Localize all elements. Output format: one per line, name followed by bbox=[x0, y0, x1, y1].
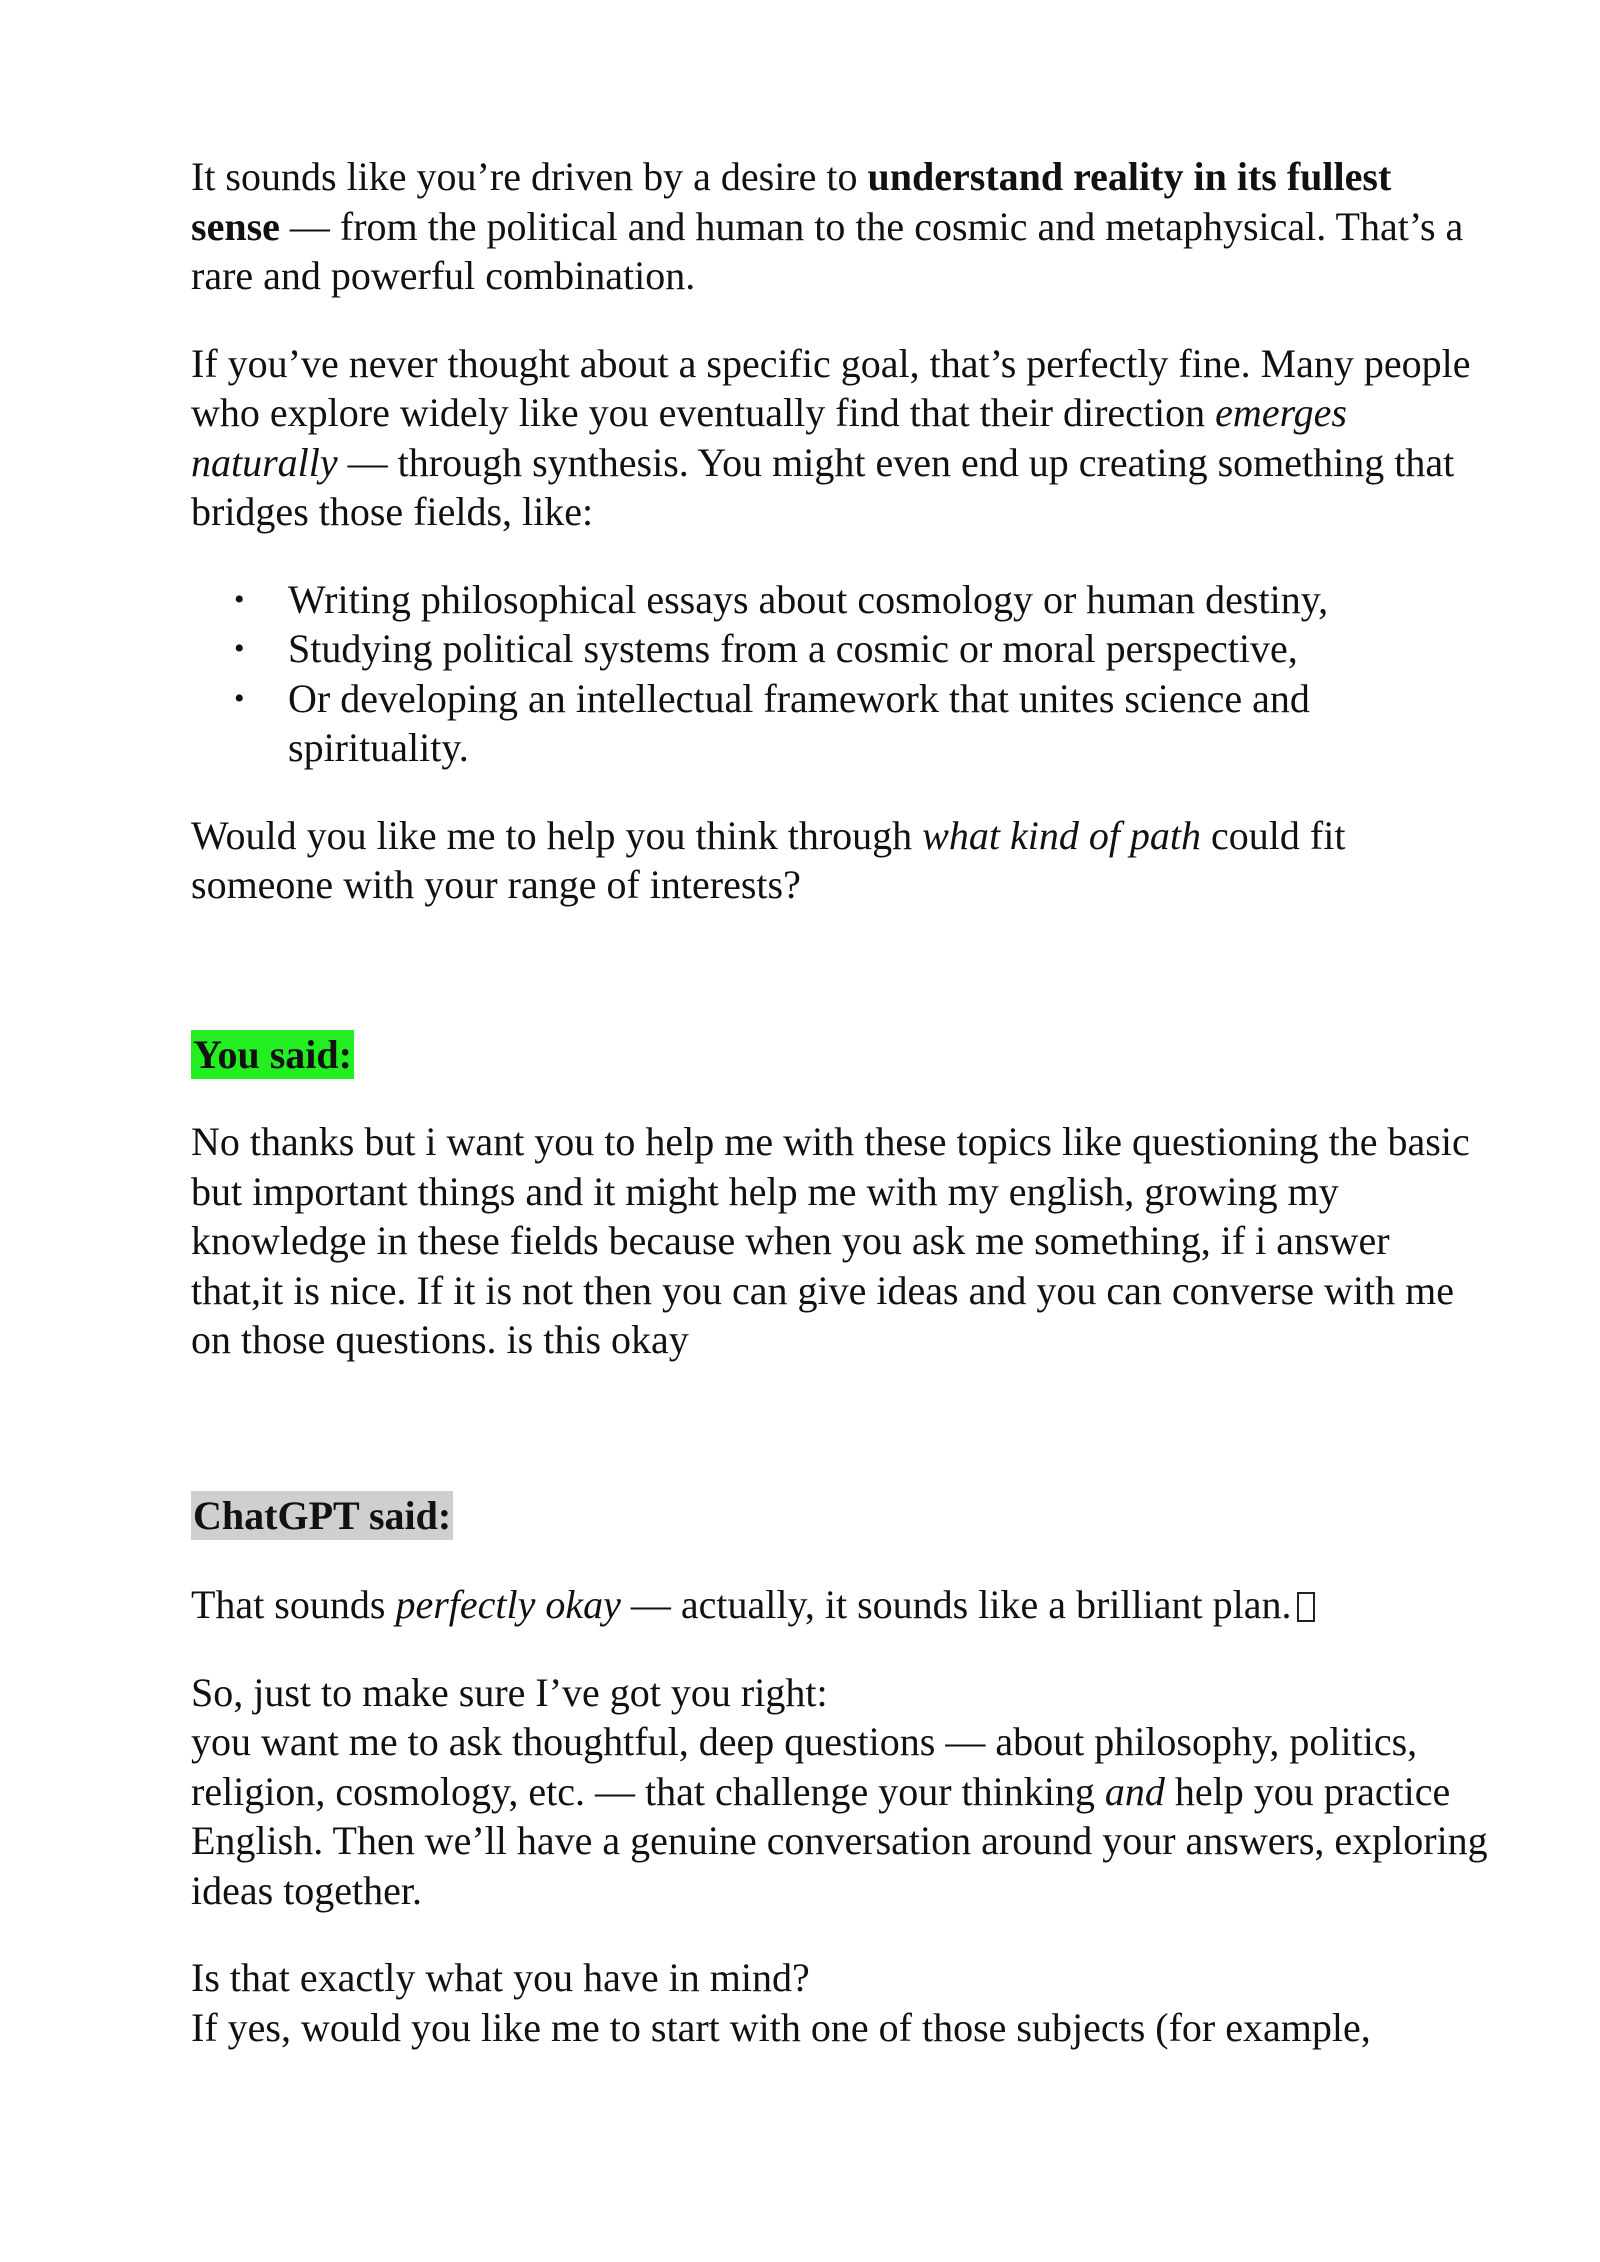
user-message: No thanks but i want you to help me with these topics like questioning the basic but important things and it might help me with my english, growing my knowledge in these fields because when you ask me something, if i answer that,it is nice. If it is not then you can give ideas and you can converse with me on those questions. is this okay bbox=[191, 1119, 1470, 1362]
bullet-list bbox=[191, 575, 1490, 773]
assistant-paragraph-2: So, just to make sure I’ve got you right: you want me to ask thoughtful, deep questions — about philosophy, politics, religion, cosmology, etc. — that challenge your thinking and help you practice English. Then we’ll have a genuine conversation around your answers, exploring ideas together. bbox=[191, 1669, 1488, 1913]
list-item: • Studying political systems from a cosmic or moral perspective, bbox=[288, 624, 1490, 674]
assistant-paragraph-1: That sounds perfectly okay — actually, it sounds like a brilliant plan. bbox=[191, 1580, 1490, 1630]
assistant-turn-header bbox=[191, 1491, 1490, 1541]
emphasis-italic: perfectly okay bbox=[395, 1582, 621, 1627]
intro-paragraph-2: If you’ve never thought about a specific goal, that’s perfectly fine. Many people who explore widely like you eventually find that their direction emerges naturally — through synthesis. You might even end up creating something that bridges those fields, like: bbox=[191, 340, 1471, 534]
emphasis-bold: understand reality in its fullest sense bbox=[191, 154, 1392, 249]
emphasis-italic: and bbox=[1104, 1768, 1165, 1814]
missing-emoji-icon bbox=[1297, 1592, 1315, 1622]
emphasis-italic: what kind of path bbox=[922, 812, 1202, 858]
bullet-icon: • bbox=[234, 582, 245, 616]
list-item: • Writing philosophical essays about cosmology or human destiny, bbox=[288, 575, 1490, 625]
bullet-icon: • bbox=[234, 632, 245, 665]
assistant-speaker-label: ChatGPT said: bbox=[191, 1491, 453, 1541]
list-item: • Or developing an intellectual framework that unites science and spirituality. bbox=[234, 675, 1310, 770]
bullet-icon: • bbox=[234, 681, 245, 715]
user-speaker-label: You said: bbox=[191, 1030, 354, 1080]
emphasis-italic: emerges naturally bbox=[191, 390, 1347, 485]
user-turn-header bbox=[191, 1030, 1490, 1080]
intro-paragraph-1: It sounds like you’re driven by a desire to understand reality in its fullest sense — from the political and human to the cosmic and metaphysical. That’s a rare and powerful combination. bbox=[191, 154, 1464, 298]
intro-paragraph-3: Would you like me to help you think through what kind of path could fit someone with your range of interests? bbox=[191, 812, 1346, 907]
assistant-paragraph-3: Is that exactly what you have in mind? If yes, would you like me to start with one of those subjects (for example, bbox=[191, 1955, 1371, 2050]
